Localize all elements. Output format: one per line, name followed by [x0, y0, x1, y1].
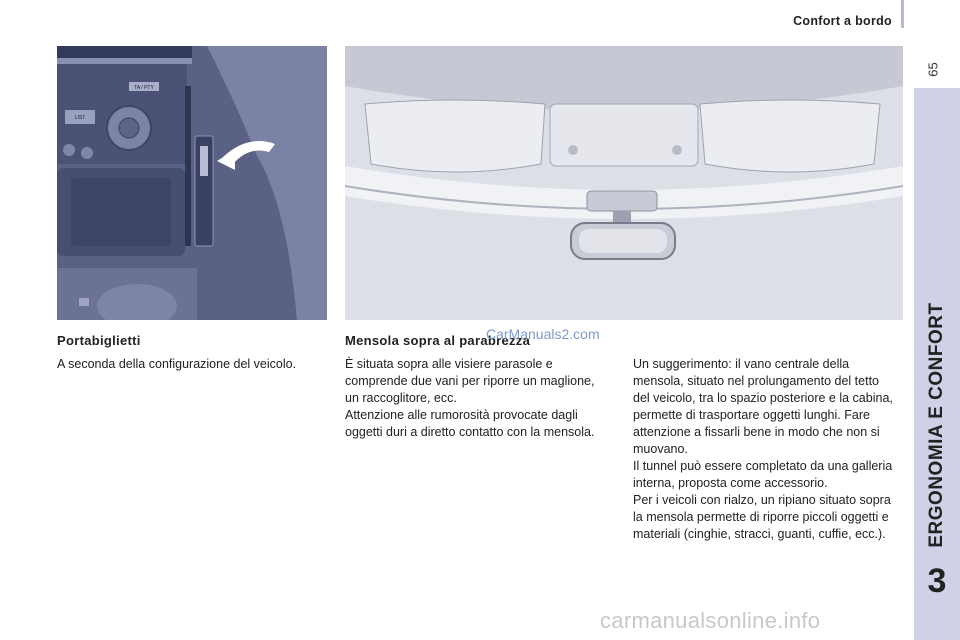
chapter-title: ERGONOMIA E CONFORT: [926, 302, 947, 548]
raised-roof-paragraph: Per i veicoli con rialzo, un ripiano situato sopra la mensola permette di riporre piccoli oggetti e materiali (cinghie, stracci, guanti, cuffie, ecc.).: [633, 493, 891, 541]
chapter-number: 3: [927, 562, 947, 600]
header-divider: [901, 0, 904, 28]
list-button-label: LIST: [74, 115, 86, 121]
ta-pty-button-label: TA / PTY: [134, 85, 154, 91]
ticket-holder-text: A seconda della configurazione del veicolo.: [57, 357, 297, 371]
tip-paragraph: Un suggerimento: il vano centrale della mensola, situato nel prolungamento del tetto del veicolo, tra lo spazio posteriore e la cabina, permette di trasportare oggetti lunghi. Fare attenzione a fissarli bene in modo che non si muovano.: [633, 357, 893, 456]
ticket-holder-heading: Portabiglietti: [57, 333, 141, 348]
page-number: 65: [925, 62, 941, 77]
shelf-description: È situata sopra alle visiere parasole e comprende due vani per riporre un maglione, un raccoglitore, ecc.: [345, 357, 595, 405]
ticket-holder-illustration: [57, 46, 327, 320]
tunnel-paragraph: Il tunnel può essere completato da una galleria interna, proposta come accessorio.: [633, 459, 893, 490]
shelf-warning: Attenzione alle rumorosità provocate dagli oggetti duri a diretto contatto con la mensola.: [345, 408, 595, 439]
watermark-top: CarManuals2.com: [486, 326, 600, 342]
watermark-bottom: carmanualsonline.info: [600, 608, 821, 633]
windscreen-shelf-illustration: [345, 46, 903, 320]
windscreen-shelf-heading: Mensola sopra al parabrezza: [345, 333, 531, 348]
section-title: Confort a bordo: [793, 14, 892, 28]
